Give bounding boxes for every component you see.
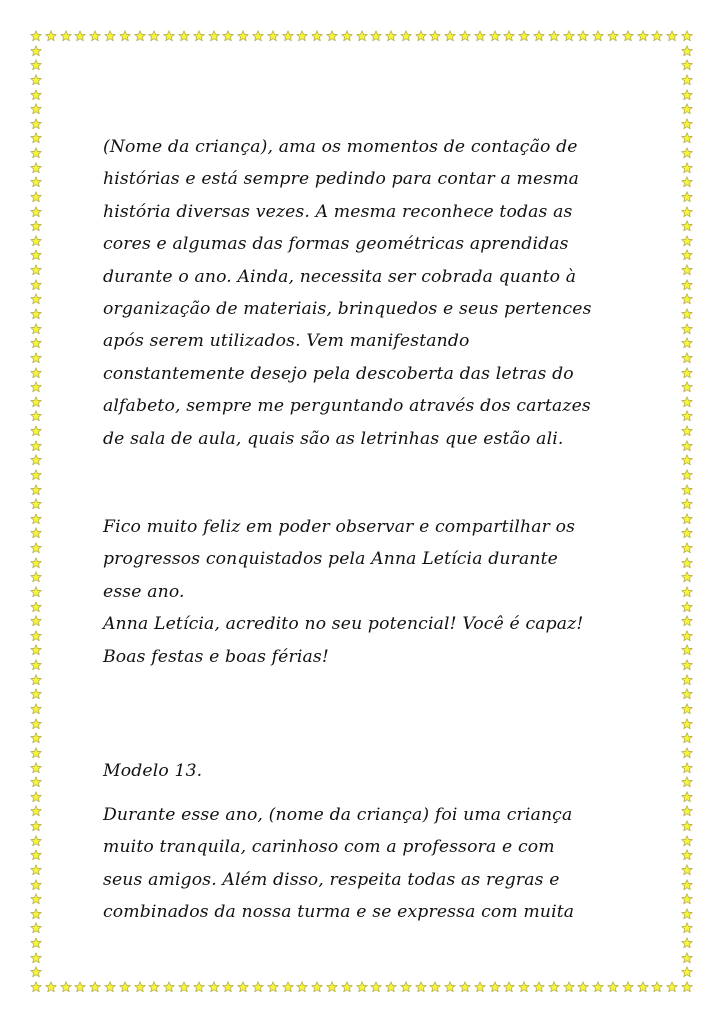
star-icon xyxy=(622,981,634,993)
star-icon xyxy=(30,279,42,291)
text-line: organização de materiais, brinquedos e seus pertences xyxy=(103,298,592,319)
star-icon xyxy=(30,571,42,583)
star-icon xyxy=(30,966,42,978)
text-line: história diversas vezes. A mesma reconhece todas as xyxy=(103,201,573,222)
star-icon xyxy=(104,30,116,42)
star-icon xyxy=(30,937,42,949)
star-icon xyxy=(592,981,604,993)
star-icon xyxy=(311,981,323,993)
star-icon xyxy=(30,440,42,452)
star-icon xyxy=(163,981,175,993)
star-icon xyxy=(681,410,693,422)
star-icon xyxy=(30,732,42,744)
star-icon xyxy=(681,103,693,115)
star-icon xyxy=(30,601,42,613)
star-icon xyxy=(681,293,693,305)
star-icon xyxy=(681,74,693,86)
star-icon xyxy=(370,30,382,42)
star-icon xyxy=(30,30,42,42)
star-icon xyxy=(681,703,693,715)
star-icon xyxy=(119,981,131,993)
star-icon xyxy=(30,513,42,525)
star-icon xyxy=(577,981,589,993)
star-icon xyxy=(651,30,663,42)
star-icon xyxy=(681,952,693,964)
star-icon xyxy=(30,74,42,86)
star-icon xyxy=(30,293,42,305)
star-icon xyxy=(30,805,42,817)
star-icon xyxy=(356,30,368,42)
star-icon xyxy=(518,30,530,42)
star-icon xyxy=(30,747,42,759)
star-icon xyxy=(592,30,604,42)
text-line: Fico muito feliz em poder observar e compartilhar os xyxy=(103,517,576,537)
star-icon xyxy=(681,513,693,525)
star-icon xyxy=(30,762,42,774)
star-icon xyxy=(681,688,693,700)
star-icon xyxy=(267,30,279,42)
star-icon xyxy=(30,249,42,261)
star-icon xyxy=(104,981,116,993)
star-icon xyxy=(651,981,663,993)
star-icon xyxy=(385,981,397,993)
star-icon xyxy=(489,30,501,42)
star-icon xyxy=(681,791,693,803)
star-icon xyxy=(237,30,249,42)
star-icon xyxy=(30,484,42,496)
star-icon xyxy=(681,644,693,656)
star-icon xyxy=(30,147,42,159)
star-icon xyxy=(681,469,693,481)
star-icon xyxy=(681,732,693,744)
star-icon xyxy=(30,688,42,700)
star-icon xyxy=(30,191,42,203)
star-icon xyxy=(30,922,42,934)
star-icon xyxy=(681,571,693,583)
star-icon xyxy=(370,981,382,993)
star-icon xyxy=(563,981,575,993)
star-icon xyxy=(577,30,589,42)
star-icon xyxy=(45,30,57,42)
star-icon xyxy=(30,425,42,437)
star-icon xyxy=(30,264,42,276)
star-icon xyxy=(89,981,101,993)
star-icon xyxy=(45,981,57,993)
star-icon xyxy=(30,879,42,891)
star-icon xyxy=(681,162,693,174)
star-icon xyxy=(681,176,693,188)
star-icon xyxy=(311,30,323,42)
star-icon xyxy=(30,454,42,466)
star-icon xyxy=(459,30,471,42)
star-icon xyxy=(681,118,693,130)
star-icon xyxy=(30,527,42,539)
star-icon xyxy=(681,542,693,554)
star-icon xyxy=(681,586,693,598)
star-icon xyxy=(533,981,545,993)
star-icon xyxy=(134,30,146,42)
star-icon xyxy=(60,981,72,993)
star-icon xyxy=(681,674,693,686)
star-icon xyxy=(637,30,649,42)
star-icon xyxy=(681,308,693,320)
star-icon xyxy=(681,615,693,627)
star-icon xyxy=(563,30,575,42)
star-icon xyxy=(681,264,693,276)
star-icon xyxy=(607,30,619,42)
text-line: cores e algumas das formas geométricas aprendidas xyxy=(103,234,569,255)
star-icon xyxy=(503,30,515,42)
star-icon xyxy=(503,981,515,993)
star-icon xyxy=(681,966,693,978)
star-icon xyxy=(681,323,693,335)
model-title: Modelo 13. xyxy=(103,761,203,781)
star-icon xyxy=(681,30,693,42)
star-icon xyxy=(356,981,368,993)
star-icon xyxy=(163,30,175,42)
star-icon xyxy=(681,191,693,203)
star-icon xyxy=(681,59,693,71)
star-icon xyxy=(681,718,693,730)
star-icon xyxy=(681,630,693,642)
star-icon xyxy=(681,922,693,934)
star-icon xyxy=(208,981,220,993)
star-icon xyxy=(444,30,456,42)
star-icon xyxy=(30,352,42,364)
star-icon xyxy=(30,952,42,964)
star-icon xyxy=(296,30,308,42)
star-icon xyxy=(30,59,42,71)
star-icon xyxy=(681,659,693,671)
star-icon xyxy=(30,718,42,730)
star-icon xyxy=(681,396,693,408)
text-line: progressos conquistados pela Anna Letícia durante xyxy=(103,549,558,570)
star-icon xyxy=(252,30,264,42)
star-icon xyxy=(548,981,560,993)
star-icon xyxy=(681,908,693,920)
star-icon xyxy=(30,381,42,393)
star-icon xyxy=(681,132,693,144)
star-icon xyxy=(681,206,693,218)
star-icon xyxy=(400,981,412,993)
star-icon xyxy=(282,981,294,993)
star-icon xyxy=(341,30,353,42)
star-icon xyxy=(30,615,42,627)
paragraph-evaluation xyxy=(103,131,623,455)
star-icon xyxy=(607,981,619,993)
star-icon xyxy=(30,308,42,320)
star-icon xyxy=(681,762,693,774)
star-icon xyxy=(178,30,190,42)
star-icon xyxy=(178,981,190,993)
star-icon xyxy=(30,644,42,656)
star-icon xyxy=(681,849,693,861)
star-icon xyxy=(666,981,678,993)
star-icon xyxy=(681,776,693,788)
star-icon xyxy=(30,118,42,130)
star-icon xyxy=(30,908,42,920)
star-icon xyxy=(415,981,427,993)
greeting-line: Boas festas e boas férias! xyxy=(103,646,329,667)
star-icon xyxy=(296,981,308,993)
star-icon xyxy=(533,30,545,42)
star-icon xyxy=(30,235,42,247)
star-icon xyxy=(326,981,338,993)
star-icon xyxy=(681,937,693,949)
star-icon xyxy=(30,703,42,715)
star-icon xyxy=(681,440,693,452)
star-icon xyxy=(681,498,693,510)
star-icon xyxy=(222,981,234,993)
model-heading xyxy=(103,755,623,787)
encouragement-line: Anna Letícia, acredito no seu potencial! Você é capaz! xyxy=(103,614,584,635)
star-icon xyxy=(681,879,693,891)
star-icon xyxy=(30,45,42,57)
star-icon xyxy=(474,981,486,993)
star-icon xyxy=(193,30,205,42)
star-icon xyxy=(474,30,486,42)
star-icon xyxy=(30,630,42,642)
star-icon xyxy=(429,981,441,993)
star-icon xyxy=(30,659,42,671)
star-icon xyxy=(681,527,693,539)
text-line: muito tranquila, carinhoso com a professora e com xyxy=(103,837,555,858)
star-icon xyxy=(222,30,234,42)
star-icon xyxy=(681,147,693,159)
star-icon xyxy=(681,893,693,905)
star-icon xyxy=(681,337,693,349)
star-icon xyxy=(30,396,42,408)
star-icon xyxy=(518,981,530,993)
star-icon xyxy=(237,981,249,993)
star-icon xyxy=(30,206,42,218)
star-icon xyxy=(282,30,294,42)
star-icon xyxy=(193,981,205,993)
star-icon xyxy=(681,835,693,847)
star-icon xyxy=(30,323,42,335)
text-line: (Nome da criança), ama os momentos de contação de xyxy=(103,137,578,157)
star-icon xyxy=(30,176,42,188)
star-icon xyxy=(681,747,693,759)
text-line: Durante esse ano, (nome da criança) foi uma criança xyxy=(103,805,573,825)
star-icon xyxy=(415,30,427,42)
star-icon xyxy=(681,557,693,569)
star-icon xyxy=(148,30,160,42)
star-icon xyxy=(30,162,42,174)
star-icon xyxy=(30,103,42,115)
star-icon xyxy=(30,89,42,101)
star-icon xyxy=(30,410,42,422)
text-line: durante o ano. Ainda, necessita ser cobrada quanto à xyxy=(103,266,577,287)
star-icon xyxy=(30,791,42,803)
star-icon xyxy=(400,30,412,42)
star-icon xyxy=(30,776,42,788)
star-icon xyxy=(637,981,649,993)
star-icon xyxy=(681,454,693,466)
star-icon xyxy=(30,132,42,144)
star-icon xyxy=(30,469,42,481)
star-icon xyxy=(252,981,264,993)
star-icon xyxy=(429,30,441,42)
star-icon xyxy=(30,849,42,861)
star-icon xyxy=(489,981,501,993)
text-line: combinados da nossa turma e se expressa com muita xyxy=(103,902,575,923)
star-icon xyxy=(30,220,42,232)
star-icon xyxy=(341,981,353,993)
star-icon xyxy=(681,235,693,247)
star-icon xyxy=(119,30,131,42)
star-icon xyxy=(30,893,42,905)
star-icon xyxy=(681,89,693,101)
star-icon xyxy=(74,30,86,42)
star-icon xyxy=(681,45,693,57)
star-icon xyxy=(30,367,42,379)
star-icon xyxy=(622,30,634,42)
star-icon xyxy=(208,30,220,42)
star-icon xyxy=(681,864,693,876)
text-line: após serem utilizados. Vem manifestando xyxy=(103,331,470,352)
star-icon xyxy=(444,981,456,993)
star-icon xyxy=(148,981,160,993)
star-icon xyxy=(60,30,72,42)
star-icon xyxy=(30,820,42,832)
paragraph-model-13 xyxy=(103,799,623,929)
text-line: esse ano. xyxy=(103,581,185,602)
star-icon xyxy=(385,30,397,42)
star-icon xyxy=(681,381,693,393)
star-icon xyxy=(459,981,471,993)
text-line: seus amigos. Além disso, respeita todas as regras e xyxy=(103,869,560,890)
star-icon xyxy=(30,981,42,993)
text-line: de sala de aula, quais são as letrinhas que estão ali. xyxy=(103,428,564,449)
star-icon xyxy=(30,542,42,554)
star-icon xyxy=(326,30,338,42)
star-icon xyxy=(30,864,42,876)
star-icon xyxy=(666,30,678,42)
star-icon xyxy=(74,981,86,993)
star-icon xyxy=(30,557,42,569)
star-icon xyxy=(681,425,693,437)
star-icon xyxy=(89,30,101,42)
star-icon xyxy=(134,981,146,993)
star-icon xyxy=(681,601,693,613)
star-icon xyxy=(681,352,693,364)
star-icon xyxy=(30,835,42,847)
star-icon xyxy=(30,586,42,598)
star-icon xyxy=(681,367,693,379)
star-icon xyxy=(681,279,693,291)
text-line: constantemente desejo pela descoberta das letras do xyxy=(103,363,574,384)
star-icon xyxy=(30,674,42,686)
star-icon xyxy=(681,805,693,817)
star-icon xyxy=(681,220,693,232)
star-icon xyxy=(267,981,279,993)
star-icon xyxy=(548,30,560,42)
text-line: alfabeto, sempre me perguntando através dos cartazes xyxy=(103,396,591,417)
text-line: histórias e está sempre pedindo para contar a mesma xyxy=(103,169,580,190)
paragraph-progress xyxy=(103,511,623,673)
star-icon xyxy=(681,820,693,832)
star-icon xyxy=(681,484,693,496)
star-icon xyxy=(681,249,693,261)
star-icon xyxy=(30,337,42,349)
star-icon xyxy=(681,981,693,993)
star-icon xyxy=(30,498,42,510)
